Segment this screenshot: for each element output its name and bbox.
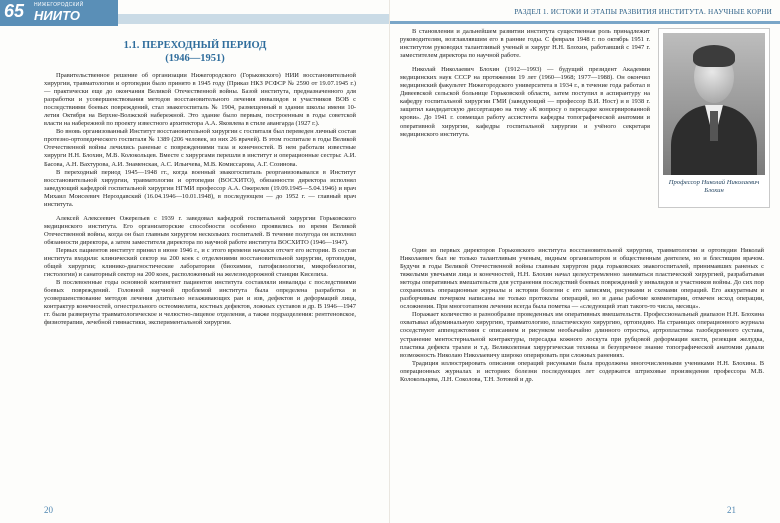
section-title: 1.1. ПЕРЕХОДНЫЙ ПЕРИОД <box>123 40 267 51</box>
paragraph: В становлении и дальнейшем развитии института существенная роль принадлежит руководителям, возглавлявшим его в ранние годы. С февраля 1948 г. по октябрь 1951 г. институтом руководил талантливый ученый и хирург Н.Н. Блохин, работавший с 1947 г. заместителем директора по научной работе. <box>400 28 650 60</box>
left-text-column <box>44 72 356 327</box>
paragraph: Один из первых директоров Горьковского института восстановительной хирургии, травматологии и ортопедии Николай Николаевич был не только талантливым ученым, видным организатором и общественным деятелем, но и блестящим врачом. Будучи в годы Великой Отечественной войны главным хирургом ряда горьковских эвакогоспиталей, принимавших раненых с тяжелыми увечьями лица и конечностей, Н.Н. Блохин начал целеустремленно заниматься пластической хирургией, разрабатывая методы оперативных вмешательств для устранения последствий боевых повреждений у инвалидов и участников войны. До сих пор сохранились операционные журналы и истории болезни с его записями, рисунками и схемами операций. Его аккуратным и разборчивым почерком написаны не только протоколы операций, но и даны рабочие комментарии, отмечен исход операции, осложнения. При многоэтапном лечении всегда была пометка — «следующий этап такого-то числа, месяца». <box>400 247 764 311</box>
logo-number: 65 <box>4 1 25 21</box>
paragraph: Поражает количество и разнообразие проведенных им оперативных вмешательств. Профессиональный диапазон Н.Н. Блохина охватывал абдоминальную хирургию, травматологию, пластическую хирургию, ортопедию. На страницах операционного журнала соседствуют аппендэктомия с описанием и рисунком необычайно длинного отростка, артропластика тазобедренного сустава, устранение ментостернальной контрактуры, пересадка кожного лоскута при рубцовой деформации кисти, резекция желудка, пластика дефекта трахеи и т.д. Великолепная хирургическая техника и безупречное знание топографической анатомии давали возможность Николаю Николаевичу широко оперировать при сложных ранениях. <box>400 311 764 359</box>
paragraph: Традиция иллюстрировать описания операций рисунками была продолжена многочисленными учениками Н.Н. Блохина. В операционных журналах и историях болезни последующих лет содержатся штриховые произведения профессора М.В. Колокольцева, Л.Н. Соколова, Т.Н. Зотовой и др. <box>400 359 764 383</box>
page-number: 21 <box>727 505 736 515</box>
running-head: РАЗДЕЛ 1. ИСТОКИ И ЭТАПЫ РАЗВИТИЯ ИНСТИТУТА. НАУЧНЫЕ КОРНИ <box>514 8 772 16</box>
paragraph: Во вновь организованный Институт восстановительной хирургии с госпиталя был переведен личный состав протезно-ортопедического госпиталя № 1389 (206 человек, из них 26 врачей). В этом госпитале в годы Великой Отечественной войны лечились раненые с повреждениями таза и конечностей. В нем работали известные хирурги Н.Н. Блохин, М.В. Колокольцев. Вместе с хирургами перешли в институт и операционные сестры: А.И. Басова, А.Н. Вахтурова, А.И. Знаменская, А.С. Ильичева, М.В. Комиссарова, А.Г. Созинова. <box>44 128 356 168</box>
logo-name: НИИТО <box>34 8 80 23</box>
logo-tagline: НИЖЕГОРОДСКИЙ <box>34 2 84 8</box>
portrait-photo <box>663 33 765 175</box>
paragraph: Николай Николаевич Блохин (1912—1993) — будущий президент Академии медицинских наук СССР на протяжении 19 лет (1960—1968; 1977—1988). Он окончил медицинский факультет Нижегородского университета в 1934 г., в течение года работал в Дивеевской сельской больнице Горьковской области, затем поступил в аспирантуру на кафедру госпитальной хирургии ГМИ (заведующий — профессор В.И. Ност) и в 1938 г. защитил кандидатскую диссертацию на тему «К вопросу о пересадке консервированной крови». До 1941 г. совмещал работу ассистента кафедры топографической анатомии и оперативной хирургии, кафедры госпитальной хирургии и учёного секретаря медицинского института. <box>400 66 650 138</box>
paragraph: Правительственное решение об организации Нижегородского (Горьковского) НИИ восстановительной хирургии, травматологии и ортопедии было принято в 1945 году (Приказ НКЗ РСФСР № 2590 от 19.07.1945 г.) — практически еще до окончания Великой Отечественной войны. Базой института, предназначенного для разработки и усовершенствования методов восстановительного лечения инвалидов и участников ВОВ с последствиями боевых повреждений, стал эвакогоспиталь № 1904, размещенный в здании школы имени 10-летия Октября на Верхне-Волжской набережной. Это здание было первым, построенным в годы советской власти на набережной по проекту известного архитектора А.А. Яковлева в стиле авангарда (1927 г.). <box>44 72 356 128</box>
paragraph: В переходный период 1945—1948 гг., когда военный эвакогоспиталь реорганизовывался в Институт восстановительной хирургии, травматологии и ортопедии (ВОСХИТО), обязанности директора исполнял заведующий кафедрой госпитальной хирургии НГМИ профессор А.А. Ожерелев (19.09.1945—5.04.1946) и врач Михаил Моисеевич Нероздавский (16.04.1946—10.01.1948), в последующем — до 1952 г. — главный врач института. <box>44 168 356 208</box>
right-text-column-top <box>400 28 650 139</box>
right-text-column-bottom <box>400 247 764 384</box>
institute-logo <box>0 0 118 26</box>
portrait-figure <box>658 28 770 208</box>
paragraph: Алексей Алексеевич Ожерельев с 1939 г. заведовал кафедрой госпитальной хирургии Горьковского медицинского института. Его организаторские способности особенно проявились во время Великой Отечественной войны, когда он был главным хирургом нескольких госпиталей. В течение полугода он исполнял обязанности директора, а затем заместителя директора по научной работе института ВОСХИТО (1946—1947). <box>44 214 356 246</box>
section-dates: (1946—1951) <box>165 53 225 64</box>
header-rule <box>390 21 780 24</box>
paragraph: Первых пациентов институт принял в июне 1946 г., и с этого времени начался отсчет его истории. В состав института входили: клинический сектор на 200 коек с отделениями восстановительной хирургии, ортопедии, общей хирургии; клинико-диагностические лаборатории (биохимии, патофизиологии, микробиологии, гистологии) и санаторный сектор на 200 коек, расположенный на железнодорожной станции Киселиха. <box>44 246 356 279</box>
page-number: 20 <box>44 505 53 515</box>
right-page <box>390 0 780 523</box>
photo-caption: Профессор Николай Николаевич Блохин <box>668 179 760 194</box>
paragraph: В послевоенные годы основной контингент пациентов института составляли инвалиды с последствиями боевых повреждений. Головной научной проблемой института была определена разработка и усовершенствование методов лечения длительно незаживающих ран и язв, дефектов и деформаций лица, контрактур конечностей, огнестрельного остеомиелита, костных дефектов, ложных суставов и др. В 1946—1947 гг. были развернуты травматологическое и челюстно-лицевое отделения, а также подразделения: рентгеновское, физиотерапии, лечебной гимнастики, экспериментальной хирургии. <box>44 279 356 327</box>
